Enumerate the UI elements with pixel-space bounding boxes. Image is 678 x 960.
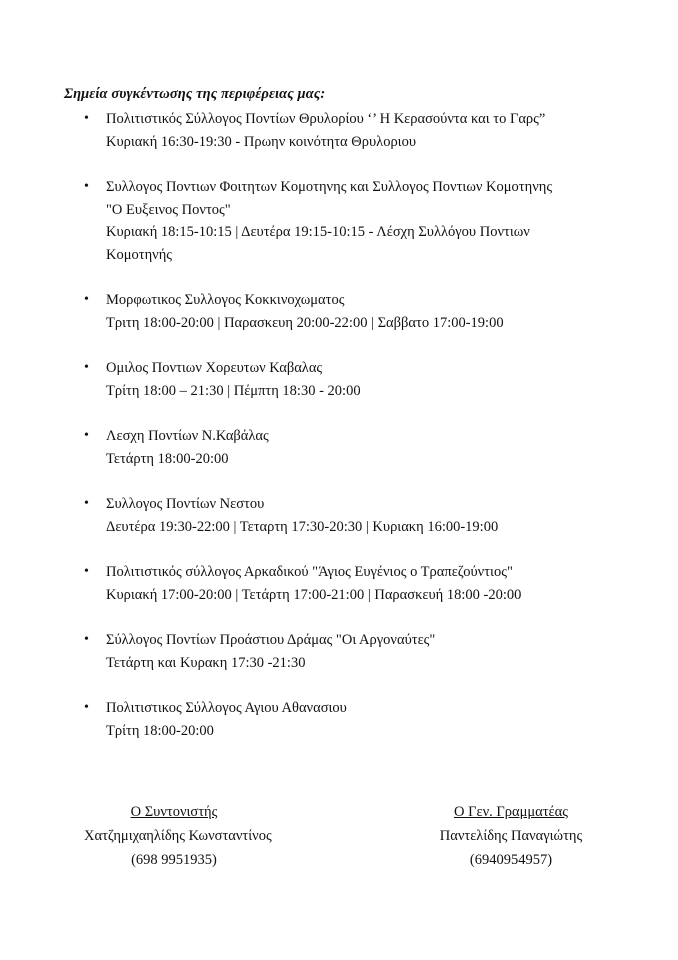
signature-coordinator bbox=[84, 800, 272, 872]
list-item bbox=[84, 697, 624, 742]
meeting-points-list bbox=[84, 108, 624, 742]
bullet-icon: • bbox=[84, 632, 89, 647]
signature-phone: (6940954957) bbox=[469, 852, 553, 868]
signature-phone: (698 9951935) bbox=[131, 852, 217, 868]
club-name: Σύλλογος Ποντίων Προάστιου Δράμας "Οι Αργοναύτες" bbox=[106, 632, 436, 648]
schedule-line: Τριτη 18:00-20:00 | Παρασκευη 20:00-22:00 | Σαββατο 17:00-19:00 bbox=[106, 314, 504, 331]
bullet-icon: • bbox=[84, 428, 89, 443]
bullet-icon: • bbox=[84, 292, 89, 307]
schedule-line: Τετάρτη 18:00-20:00 bbox=[106, 450, 229, 467]
club-name: Μορφωτικος Συλλογος Κοκκινοχωματος bbox=[106, 292, 345, 308]
schedule-line: Κυριακή 18:15-10:15 | Δευτέρα 19:15-10:15 - Λέσχη Συλλόγου Ποντιων bbox=[106, 224, 530, 240]
list-item bbox=[84, 176, 624, 266]
schedule-line: Κυριακή 16:30-19:30 - Πρωην κοινότητα Θρυλοριου bbox=[106, 133, 417, 150]
schedule-line: Τετάρτη και Κυρακη 17:30 -21:30 bbox=[106, 654, 306, 671]
club-name: Πολιτιστικός Σύλλογος Ποντίων Θρυλορίου ‘’ Η Κερασούντα και το Γαρς” bbox=[106, 111, 546, 127]
schedule-line: "Ο Ευξεινος Ποντος" bbox=[106, 201, 231, 218]
list-item bbox=[84, 425, 624, 470]
schedule-line: Δευτέρα 19:30-22:00 | Τεταρτη 17:30-20:30 | Κυριακη 16:00-19:00 bbox=[106, 518, 499, 535]
list-item bbox=[84, 357, 624, 402]
bullet-icon: • bbox=[84, 111, 89, 126]
schedule-line: Κυριακή 17:00-20:00 | Τετάρτη 17:00-21:00 | Παρασκευή 18:00 -20:00 bbox=[106, 586, 522, 603]
club-name: Πολιτιστικος Σύλλογος Αγιου Αθανασιου bbox=[106, 700, 347, 716]
club-name: Συλλογος Ποντίων Νεστου bbox=[106, 496, 265, 512]
list-item bbox=[84, 561, 624, 606]
bullet-icon: • bbox=[84, 360, 89, 375]
signature-role: Ο Γεν. Γραμματέας bbox=[454, 804, 568, 820]
bullet-icon: • bbox=[84, 564, 89, 579]
list-item bbox=[84, 493, 624, 538]
schedule-line: Τρίτη 18:00 – 21:30 | Πέμπτη 18:30 - 20:00 bbox=[106, 382, 361, 399]
signature-name: Παντελίδης Παναγιώτης bbox=[439, 828, 583, 844]
list-item bbox=[84, 289, 624, 334]
signature-secretary bbox=[426, 800, 596, 872]
signature-name: Χατζημιχαηλίδης Κωνσταντίνος bbox=[84, 828, 272, 844]
bullet-icon: • bbox=[84, 496, 89, 511]
club-name: Ομιλος Ποντιων Χορευτων Καβαλας bbox=[106, 360, 323, 376]
schedule-line: Κομοτηνής bbox=[106, 246, 173, 263]
bullet-icon: • bbox=[84, 700, 89, 715]
club-name: Συλλογος Ποντιων Φοιτητων Κομοτηνης και Συλλογος Ποντιων Κομοτηνης bbox=[106, 179, 553, 195]
club-name: Λεσχη Ποντίων Ν.Καβάλας bbox=[106, 428, 269, 444]
list-item bbox=[84, 629, 624, 674]
club-name: Πολιτιστικός σύλλογος Αρκαδικού "Άγιος Ευγένιος ο Τραπεζούντιος" bbox=[106, 564, 513, 580]
list-item bbox=[84, 108, 624, 153]
section-heading: Σημεία συγκέντωσης της περιφέρειας μας: bbox=[64, 86, 326, 102]
schedule-line: Τρίτη 18:00-20:00 bbox=[106, 722, 214, 739]
bullet-icon: • bbox=[84, 179, 89, 194]
signature-role: Ο Συντονιστής bbox=[130, 804, 218, 820]
